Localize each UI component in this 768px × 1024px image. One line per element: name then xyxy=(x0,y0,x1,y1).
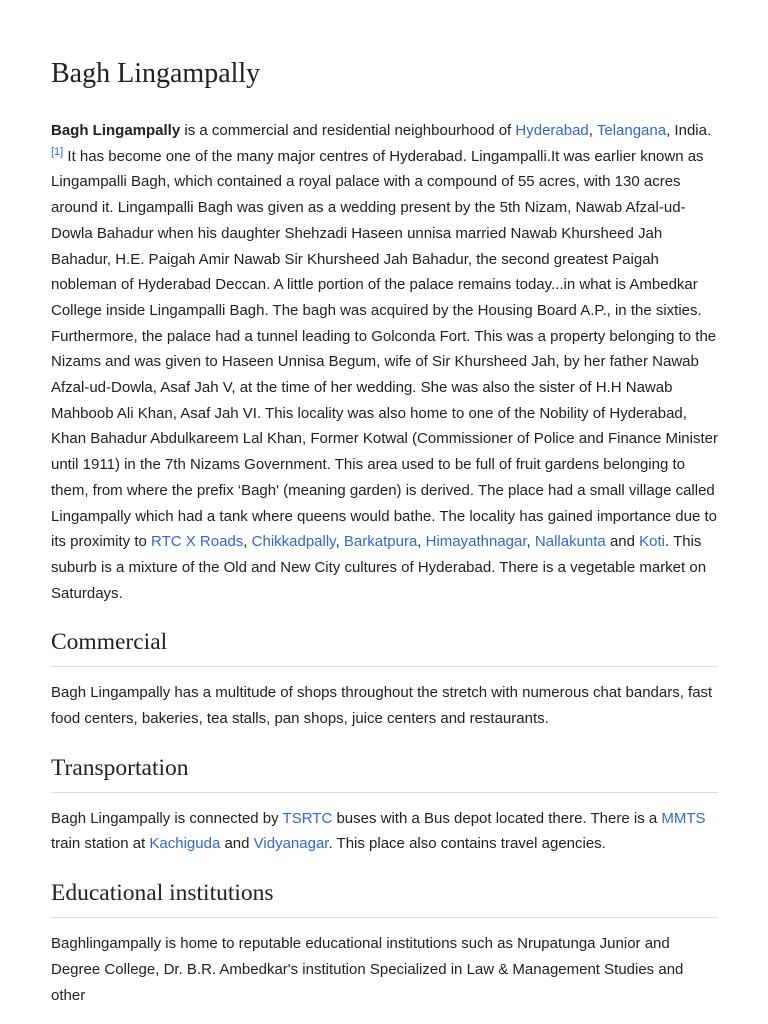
section-heading-commercial: Commercial xyxy=(51,626,718,667)
text-run: is a commercial and residential neighbourhood of xyxy=(180,122,516,139)
education-paragraph: Baghlingampally is home to reputable educational institutions such as Nrupatunga Junior and Degree College, Dr. B.R. Ambedkar's institution Specialized in Law & Management Studies and other xyxy=(51,935,684,1004)
text-run: and xyxy=(605,533,640,551)
page-title: Bagh Lingampally xyxy=(51,58,261,89)
text-run: . This suburb is a mixture of the Old and New City cultures of Hyderabad. There is a vegetable market on Saturdays. xyxy=(51,533,707,602)
text-run: It has become one of the many major centres of Hyderabad. Lingampalli.It was earlier known as Lingampalli Bagh, which contained a royal palace with a compound of 55 acres, with 130 acres around it. Lingampalli Bagh was given as a wedding present by the 5th Nizam, Nawab Afzal-ud-Dowla Bahadur when his daughter Shehzadi Haseen unnisa married Nawab Khursheed Jah Bahadur, H.E. Paigah Amir Nawab Sir Khursheed Jah Bahadur, the second greatest Paigah nobleman of Hyderabad Deccan. A little portion of the palace remains today...in what is Ambedkar College inside Lingampalli Bagh. The bagh was acquired by the Housing Board A.P., in the sixties. Furthermore, the palace had a tunnel leading to Golconda Fort. This was a property belonging to the Nizams and was given to Haseen Unnisa Begum, wife of Sir Khursheed Jah, by her father Nawab Afzal-ud-Dowla, Asaf Jah V, at the time of her wedding. She was also the sister of H.H Nawab Mahboob Ali Khan, Asaf Jah VI. This locality was also home to one of the Nobility of Hyderabad, Khan Bahadur Abdulkareem Lal Khan, Former Kotwal (Commissioner of Police and Finance Minister until 1911) in the 7th Nizams Government. This area used to be full of fruit gardens belonging to them, from where the prefix ‘Bagh' (meaning garden) is derived. The place had a small village called Lingampally which had a tank where queens would bathe. The locality has gained importance due to its proximity to xyxy=(51,147,718,551)
section-heading-transportation: Transportation xyxy=(51,752,718,793)
link-nallakunta[interactable]: Nallakunta xyxy=(534,533,606,551)
link-chikkadpally[interactable]: Chikkadpally xyxy=(251,533,336,551)
text-run: , India. xyxy=(666,122,712,139)
intro-paragraph xyxy=(51,118,718,606)
section-commercial xyxy=(51,626,718,731)
text-run: , xyxy=(526,533,535,551)
reference-link-1[interactable]: [1] xyxy=(51,145,64,158)
transportation-paragraph xyxy=(51,806,718,857)
text-run: train station at xyxy=(51,835,150,853)
text-run: , xyxy=(417,533,426,551)
text-run: buses with a Bus depot located there. There is a xyxy=(332,809,662,827)
link-hyderabad[interactable]: Hyderabad xyxy=(515,122,589,139)
link-tsrtc[interactable]: TSRTC xyxy=(282,809,333,827)
lead-term: Bagh Lingampally xyxy=(51,122,181,139)
link-barkatpura[interactable]: Barkatpura xyxy=(343,533,418,551)
commercial-paragraph: Bagh Lingampally has a multitude of shops throughout the stretch with numerous chat bandars, fast food centers, bakeries, tea stalls, pan shops, juice centers and restaurants. xyxy=(51,684,713,728)
text-run: Bagh Lingampally is connected by xyxy=(51,809,283,827)
link-mmts[interactable]: MMTS xyxy=(661,809,706,827)
text-run: , xyxy=(588,122,597,139)
section-transportation xyxy=(51,752,718,857)
text-run: , xyxy=(335,533,344,551)
link-rtc-x-roads[interactable]: RTC X Roads xyxy=(151,533,244,551)
text-run: , xyxy=(243,533,252,551)
link-vidyanagar[interactable]: Vidyanagar xyxy=(253,835,329,853)
text-run: and xyxy=(220,835,254,853)
link-koti[interactable]: Koti xyxy=(639,533,666,551)
section-heading-education: Educational institutions xyxy=(51,877,718,918)
text-run: . This place also contains travel agencies. xyxy=(328,835,606,853)
link-kachiguda[interactable]: Kachiguda xyxy=(149,835,221,853)
section-education xyxy=(51,877,718,1008)
link-telangana[interactable]: Telangana xyxy=(596,122,667,139)
link-himayathnagar[interactable]: Himayathnagar xyxy=(425,533,527,551)
